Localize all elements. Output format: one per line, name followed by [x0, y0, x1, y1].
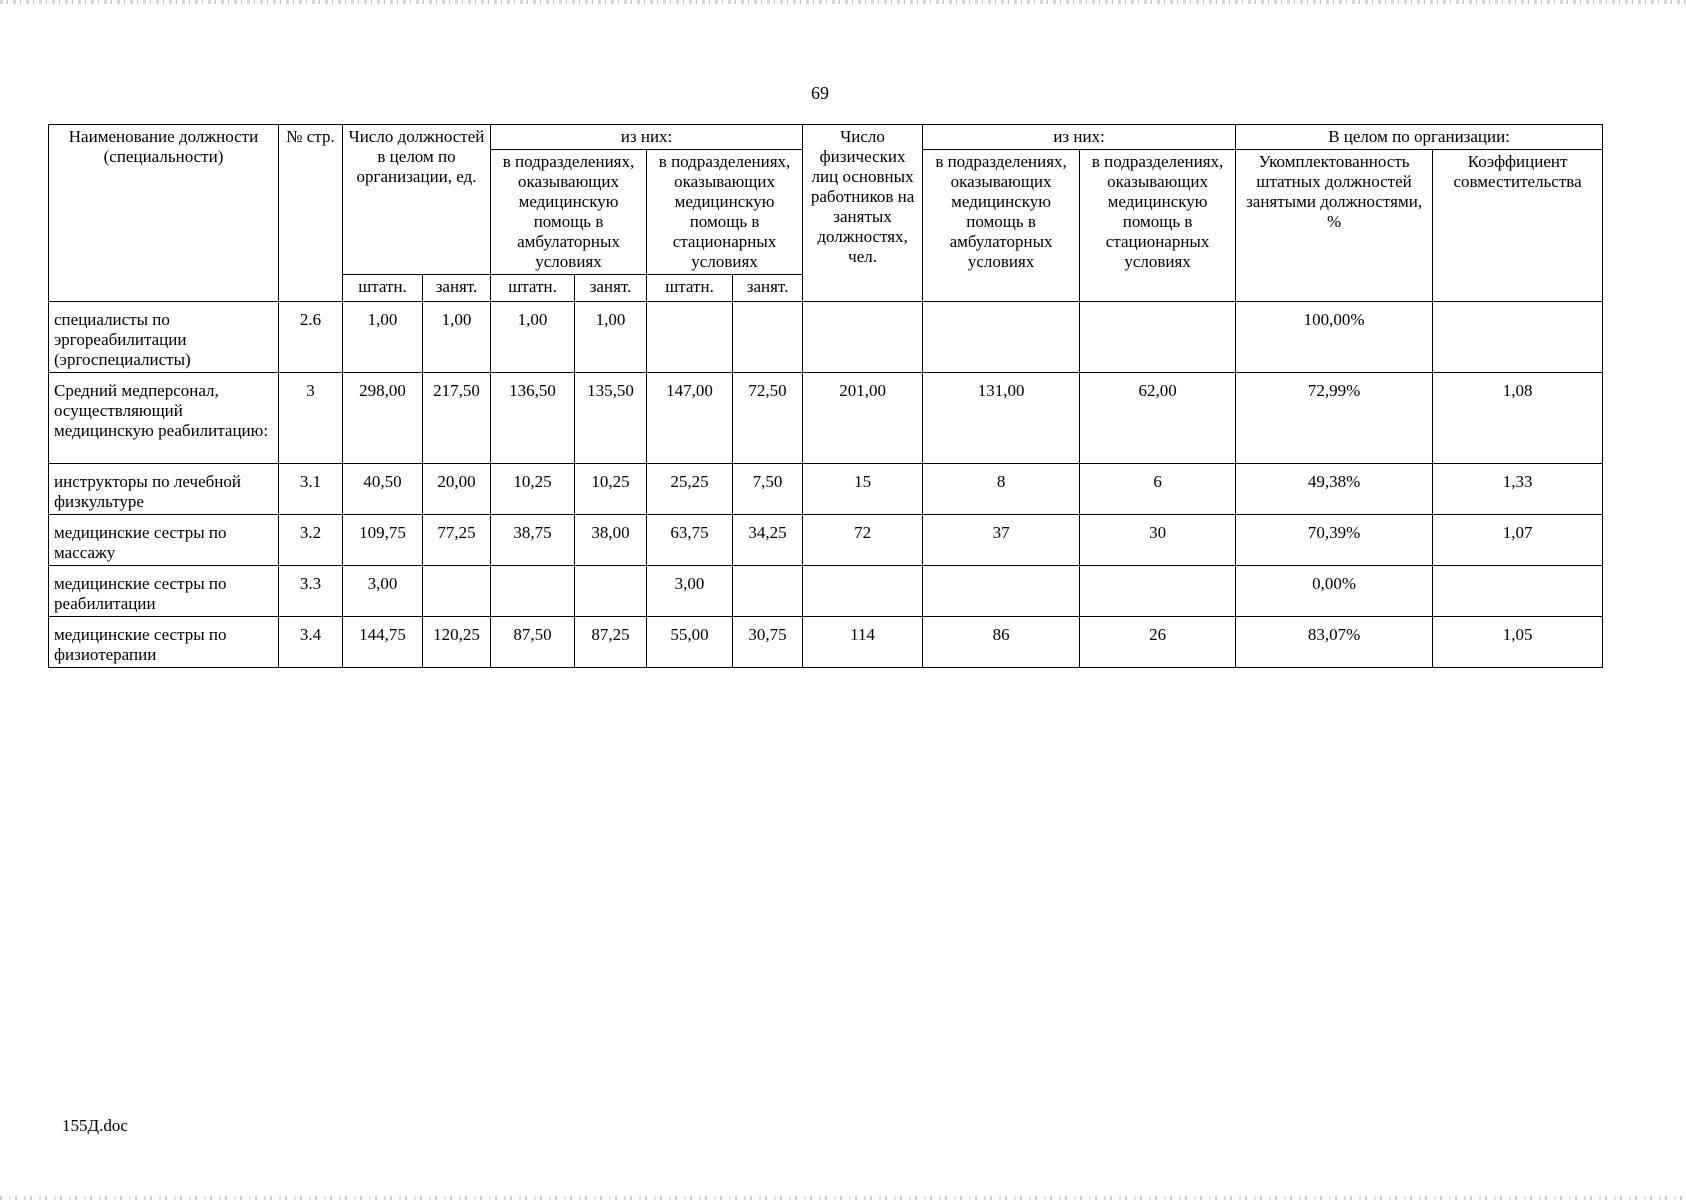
header-positions-of-them: из них: — [491, 125, 803, 150]
cell-persons-total: 201,00 — [803, 373, 923, 464]
cell-inpatient-occupied: 72,50 — [733, 373, 803, 464]
cell-persons-inpatient: 6 — [1080, 464, 1236, 515]
cell-inpatient-staff: 25,25 — [647, 464, 733, 515]
cell-positions-staff: 298,00 — [343, 373, 423, 464]
cell-positions-occupied: 217,50 — [423, 373, 491, 464]
subheader-occupied: занят. — [423, 275, 491, 302]
cell-row-number: 2.6 — [279, 302, 343, 373]
cell-positions-occupied: 77,25 — [423, 515, 491, 566]
cell-inpatient-staff: 3,00 — [647, 566, 733, 617]
subheader-staff: штатн. — [491, 275, 575, 302]
table-row — [49, 617, 1603, 668]
header-positions-total: Число должностей в целом по организации, ед. — [343, 125, 491, 275]
table-row — [49, 464, 1603, 515]
cell-persons-total — [803, 566, 923, 617]
cell-ambulatory-occupied: 87,25 — [575, 617, 647, 668]
cell-ambulatory-staff: 1,00 — [491, 302, 575, 373]
table-row — [49, 373, 1603, 464]
header-persons-ambulatory-text: в подразделениях, оказывающих медицинскую помощь в амбулаторных условиях — [935, 152, 1067, 271]
cell-positions-staff: 1,00 — [343, 302, 423, 373]
table-row — [49, 515, 1603, 566]
subheader-staff: штатн. — [343, 275, 423, 302]
subheader-occupied: занят. — [733, 275, 803, 302]
cell-persons-total: 72 — [803, 515, 923, 566]
cell-staffing-level: 0,00% — [1236, 566, 1433, 617]
cell-position-name: инструкторы по лечебной физкультуре — [49, 464, 279, 515]
cell-ambulatory-occupied: 10,25 — [575, 464, 647, 515]
cell-positions-staff: 40,50 — [343, 464, 423, 515]
cell-persons-total: 15 — [803, 464, 923, 515]
cell-position-name: специалисты по эргореабилитации (эргоспециалисты) — [49, 302, 279, 373]
cell-row-number: 3.1 — [279, 464, 343, 515]
cell-position-name: Средний медперсонал, осуществляющий медицинскую реабилитацию: — [49, 373, 279, 464]
cell-ambulatory-staff: 87,50 — [491, 617, 575, 668]
cell-inpatient-staff: 147,00 — [647, 373, 733, 464]
cell-persons-ambulatory: 131,00 — [923, 373, 1080, 464]
header-inpatient-units-text: в подразделениях, оказывающих медицинскую помощь в стационарных условиях — [658, 152, 791, 271]
table-row — [49, 566, 1603, 617]
cell-staffing-level: 72,99% — [1236, 373, 1433, 464]
cell-positions-staff: 109,75 — [343, 515, 423, 566]
cell-persons-inpatient: 62,00 — [1080, 373, 1236, 464]
cell-staffing-level: 83,07% — [1236, 617, 1433, 668]
cell-persons-ambulatory: 37 — [923, 515, 1080, 566]
cell-positions-staff: 3,00 — [343, 566, 423, 617]
page-number: 69 — [811, 83, 829, 103]
scan-edge-bottom — [0, 1196, 1686, 1200]
cell-persons-ambulatory — [923, 302, 1080, 373]
header-row-number: № стр. — [279, 125, 343, 302]
cell-ambulatory-staff — [491, 566, 575, 617]
cell-position-name: медицинские сестры по физиотерапии — [49, 617, 279, 668]
cell-positions-staff: 144,75 — [343, 617, 423, 668]
cell-inpatient-staff: 55,00 — [647, 617, 733, 668]
cell-persons-inpatient: 26 — [1080, 617, 1236, 668]
cell-persons-inpatient — [1080, 566, 1236, 617]
scan-edge-top — [0, 0, 1686, 4]
subheader-occupied: занят. — [575, 275, 647, 302]
header-ambulatory-units — [491, 150, 647, 275]
cell-positions-occupied: 120,25 — [423, 617, 491, 668]
cell-persons-ambulatory — [923, 566, 1080, 617]
cell-row-number: 3.3 — [279, 566, 343, 617]
cell-persons-total — [803, 302, 923, 373]
cell-combination-coefficient: 1,08 — [1433, 373, 1603, 464]
cell-positions-occupied: 1,00 — [423, 302, 491, 373]
cell-inpatient-occupied — [733, 566, 803, 617]
cell-ambulatory-staff: 10,25 — [491, 464, 575, 515]
cell-persons-ambulatory: 8 — [923, 464, 1080, 515]
cell-row-number: 3.2 — [279, 515, 343, 566]
document-filename: 155Д.doc — [62, 1116, 128, 1135]
cell-inpatient-occupied: 7,50 — [733, 464, 803, 515]
cell-inpatient-occupied — [733, 302, 803, 373]
cell-positions-occupied: 20,00 — [423, 464, 491, 515]
header-persons-of-them: из них: — [923, 125, 1236, 150]
cell-persons-inpatient — [1080, 302, 1236, 373]
cell-persons-inpatient: 30 — [1080, 515, 1236, 566]
cell-ambulatory-occupied: 1,00 — [575, 302, 647, 373]
cell-inpatient-staff: 63,75 — [647, 515, 733, 566]
cell-combination-coefficient — [1433, 302, 1603, 373]
cell-ambulatory-occupied — [575, 566, 647, 617]
cell-positions-occupied — [423, 566, 491, 617]
cell-combination-coefficient: 1,07 — [1433, 515, 1603, 566]
header-combination-coefficient: Коэффициент совместительства — [1433, 150, 1603, 302]
header-staffing-level: Укомплектованность штатных должностей занятыми должностями, % — [1236, 150, 1433, 302]
cell-ambulatory-staff: 136,50 — [491, 373, 575, 464]
cell-row-number: 3.4 — [279, 617, 343, 668]
staffing-table — [48, 124, 1603, 668]
cell-persons-ambulatory: 86 — [923, 617, 1080, 668]
header-ambulatory-units-text: в подразделениях, оказывающих медицинскую помощь в амбулаторных условиях — [502, 152, 635, 271]
cell-combination-coefficient: 1,05 — [1433, 617, 1603, 668]
cell-ambulatory-occupied: 38,00 — [575, 515, 647, 566]
cell-inpatient-occupied: 30,75 — [733, 617, 803, 668]
header-persons-total: Число физических лиц основных работников на занятых должностях, чел. — [803, 125, 923, 302]
header-position-name: Наименование должности (специальности) — [49, 125, 279, 302]
header-org-total: В целом по организации: — [1236, 125, 1603, 150]
header-persons-inpatient-text: в подразделениях, оказывающих медицинскую помощь в стационарных условиях — [1091, 152, 1224, 271]
cell-combination-coefficient — [1433, 566, 1603, 617]
header-persons-inpatient — [1080, 150, 1236, 302]
cell-position-name: медицинские сестры по массажу — [49, 515, 279, 566]
header-persons-ambulatory — [923, 150, 1080, 302]
cell-staffing-level: 100,00% — [1236, 302, 1433, 373]
cell-ambulatory-occupied: 135,50 — [575, 373, 647, 464]
cell-inpatient-occupied: 34,25 — [733, 515, 803, 566]
cell-ambulatory-staff: 38,75 — [491, 515, 575, 566]
cell-inpatient-staff — [647, 302, 733, 373]
cell-staffing-level: 49,38% — [1236, 464, 1433, 515]
header-inpatient-units — [647, 150, 803, 275]
cell-position-name: медицинские сестры по реабилитации — [49, 566, 279, 617]
table-row — [49, 302, 1603, 373]
cell-staffing-level: 70,39% — [1236, 515, 1433, 566]
cell-persons-total: 114 — [803, 617, 923, 668]
subheader-staff: штатн. — [647, 275, 733, 302]
cell-row-number: 3 — [279, 373, 343, 464]
cell-combination-coefficient: 1,33 — [1433, 464, 1603, 515]
